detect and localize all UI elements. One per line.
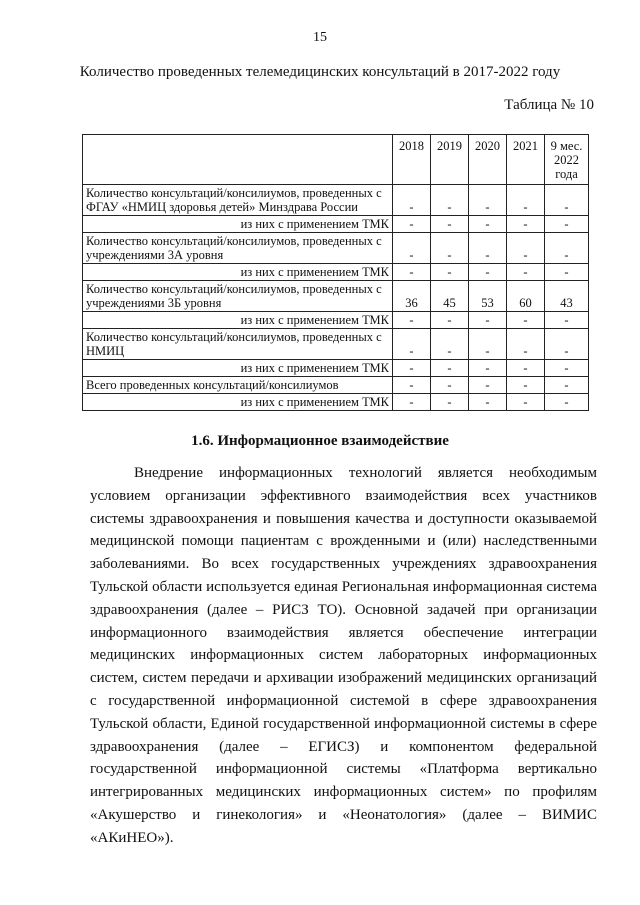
- row-value: -: [545, 329, 589, 360]
- row-value: -: [431, 360, 469, 377]
- row-value: -: [469, 312, 507, 329]
- page-number: 15: [313, 30, 327, 45]
- row-value: -: [393, 329, 431, 360]
- table-header-row: [83, 135, 589, 185]
- row-value: -: [469, 185, 507, 216]
- row-value: -: [393, 264, 431, 281]
- row-value: -: [507, 377, 545, 394]
- body-paragraph-container: [90, 462, 597, 850]
- table-header-year: 2018: [393, 135, 431, 185]
- row-value: -: [393, 185, 431, 216]
- row-value: -: [545, 185, 589, 216]
- row-value: -: [545, 233, 589, 264]
- row-value: -: [545, 312, 589, 329]
- row-value: -: [431, 264, 469, 281]
- table-header-year: 2021: [507, 135, 545, 185]
- row-label: из них с применением ТМК: [83, 216, 393, 233]
- table-row: [83, 312, 589, 329]
- row-value: -: [431, 233, 469, 264]
- row-value: -: [469, 394, 507, 411]
- row-label: Количество консультаций/консилиумов, проведенных с учреждениями 3А уровня: [83, 233, 393, 264]
- document-title: Количество проведенных телемедицинских консультаций в 2017-2022 году: [79, 64, 561, 80]
- row-value: 36: [393, 281, 431, 312]
- row-value: -: [431, 377, 469, 394]
- row-value: -: [507, 264, 545, 281]
- row-value: -: [507, 216, 545, 233]
- row-value: -: [469, 233, 507, 264]
- row-label: Количество консультаций/консилиумов, проведенных с учреждениями 3Б уровня: [83, 281, 393, 312]
- row-label: из них с применением ТМК: [83, 312, 393, 329]
- row-label: из них с применением ТМК: [83, 264, 393, 281]
- row-value: -: [393, 312, 431, 329]
- table-header-year: 9 мес. 2022 года: [545, 135, 589, 185]
- row-value: -: [469, 377, 507, 394]
- row-value: -: [507, 312, 545, 329]
- table-row: [83, 394, 589, 411]
- row-value: -: [507, 394, 545, 411]
- row-label: из них с применением ТМК: [83, 394, 393, 411]
- row-value: -: [545, 264, 589, 281]
- row-value: -: [545, 377, 589, 394]
- row-value: 53: [469, 281, 507, 312]
- section-heading: 1.6. Информационное взаимодействие: [191, 433, 449, 449]
- row-value: -: [469, 360, 507, 377]
- table-row: [83, 185, 589, 216]
- row-value: -: [507, 360, 545, 377]
- table-row: [83, 329, 589, 360]
- row-value: -: [507, 233, 545, 264]
- row-label: Всего проведенных консультаций/консилиумов: [83, 377, 393, 394]
- table-row: [83, 264, 589, 281]
- consultations-table: [82, 134, 589, 411]
- row-value: -: [393, 377, 431, 394]
- row-label: из них с применением ТМК: [83, 360, 393, 377]
- row-value: 45: [431, 281, 469, 312]
- row-value: -: [393, 216, 431, 233]
- table-row: [83, 377, 589, 394]
- row-value: -: [431, 216, 469, 233]
- table-row: [83, 360, 589, 377]
- row-label: Количество консультаций/консилиумов, проведенных с ФГАУ «НМИЦ здоровья детей» Минздрава России: [83, 185, 393, 216]
- table-header-year: 2019: [431, 135, 469, 185]
- row-value: -: [545, 394, 589, 411]
- table-header-year: 2020: [469, 135, 507, 185]
- row-value: -: [545, 216, 589, 233]
- row-value: -: [393, 360, 431, 377]
- row-value: -: [507, 329, 545, 360]
- row-value: -: [469, 264, 507, 281]
- table-label: Таблица № 10: [504, 97, 594, 113]
- row-value: -: [393, 394, 431, 411]
- row-value: 43: [545, 281, 589, 312]
- row-value: -: [507, 185, 545, 216]
- row-value: -: [545, 360, 589, 377]
- row-label: Количество консультаций/консилиумов, проведенных с НМИЦ: [83, 329, 393, 360]
- row-value: -: [431, 312, 469, 329]
- table-row: [83, 233, 589, 264]
- table-row: [83, 216, 589, 233]
- row-value: 60: [507, 281, 545, 312]
- row-value: -: [469, 329, 507, 360]
- row-value: -: [431, 329, 469, 360]
- row-value: -: [469, 216, 507, 233]
- row-value: -: [431, 394, 469, 411]
- table-row: [83, 281, 589, 312]
- table-header-description: [83, 135, 393, 185]
- row-value: -: [431, 185, 469, 216]
- row-value: -: [393, 233, 431, 264]
- body-paragraph: Внедрение информационных технологий является необходимым условием организации эффективного взаимодействия всех участников системы здравоохранения и повышения качества и доступности оказываемой медицинской помощи пациентам с врожденными и (или) наследственными заболеваниями. Во всех государственных учреждениях здравоохранения Тульской области используется единая Региональная информационная система здравоохранения (далее – РИСЗ ТО). Основной задачей при организации информационного взаимодействия является обеспечение интеграции медицинских информационных систем лабораторных информационных систем, систем передачи и архивации изображений медицинских организаций с государственной информационной системой в сфере здравоохранения Тульской области, Единой государственной информационной системы в сфере здравоохранения (далее – ЕГИСЗ) и компонентом федеральной государственной информационной системы «Платформа вертикально интегрированных медицинских информационных систем» по профилям «Акушерство и гинекология» и «Неонатология» (далее – ВИМИС «АКиНЕО»).: [90, 465, 597, 846]
